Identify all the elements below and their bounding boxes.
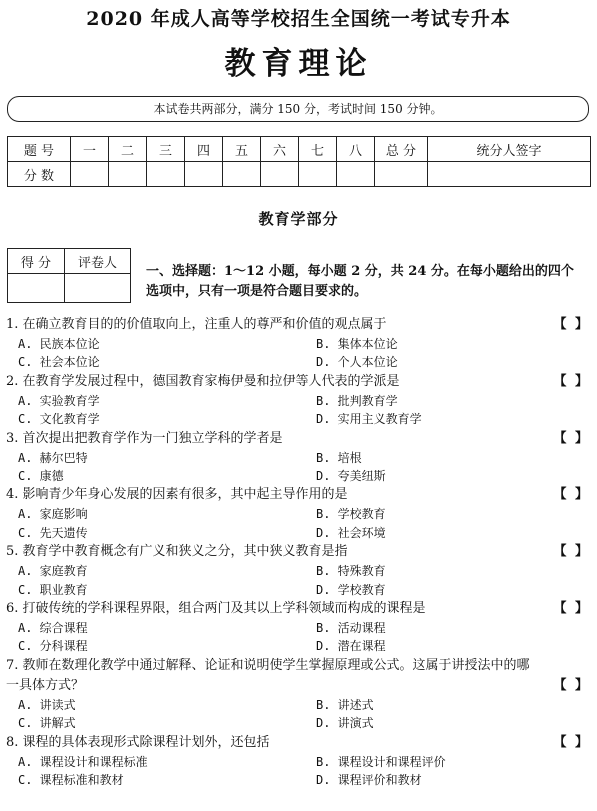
option-b[interactable]: B. 培根 xyxy=(316,450,362,465)
option-b[interactable]: B. 批判教育学 xyxy=(316,393,398,408)
score-box-label: 得 分 xyxy=(8,249,65,274)
question-text: 5. 教育学中教育概念有广义和狭义之分，其中狭义教育是指 xyxy=(6,544,348,560)
option-b[interactable]: B. 特殊教育 xyxy=(316,564,386,579)
option-b[interactable]: B. 集体本位论 xyxy=(316,337,398,351)
option-d[interactable]: D. 讲演式 xyxy=(316,716,374,731)
score-blank[interactable] xyxy=(71,162,109,187)
score-cell: 四 xyxy=(185,137,223,162)
answer-bracket[interactable]: 【 】 xyxy=(553,677,590,693)
option-d[interactable]: D. 潜在课程 xyxy=(316,639,386,654)
option-a[interactable]: A. 赫尔巴特 xyxy=(18,450,88,465)
option-a[interactable]: A. 实验教育学 xyxy=(18,393,100,408)
exam-notice: 本试卷共两部分，满分 150 分，考试时间 150 分钟。 xyxy=(7,96,589,122)
score-blank[interactable] xyxy=(147,162,185,187)
option-d[interactable]: D. 夸美纽斯 xyxy=(316,469,386,484)
option-c[interactable]: C. 康德 xyxy=(18,469,64,484)
score-table-header-row xyxy=(8,137,591,162)
grader-label: 评卷人 xyxy=(65,249,131,274)
score-box-blank[interactable] xyxy=(8,274,65,303)
answer-bracket[interactable]: 【 】 xyxy=(553,734,590,750)
option-a[interactable]: A. 民族本位论 xyxy=(18,337,100,351)
question-text: 4. 影响青少年身心发展的因素有很多，其中起主导作用的是 xyxy=(6,487,348,503)
score-blank[interactable] xyxy=(109,162,147,187)
option-b[interactable]: B. 活动课程 xyxy=(316,621,386,636)
question-item xyxy=(6,656,592,733)
score-cell: 八 xyxy=(337,137,375,162)
score-blank[interactable] xyxy=(223,162,261,187)
option-d[interactable]: D. 个人本位论 xyxy=(316,355,398,370)
option-a[interactable]: A. 课程设计和课程标准 xyxy=(18,754,148,769)
question-item xyxy=(6,429,592,486)
answer-bracket[interactable]: 【 】 xyxy=(553,317,590,332)
question-text: 6. 打破传统的学科课程界限，组合两门及其以上学科领域而构成的课程是 xyxy=(6,601,426,617)
answer-bracket[interactable]: 【 】 xyxy=(553,487,590,503)
option-a[interactable]: A. 家庭影响 xyxy=(18,507,88,522)
question-text: 2. 在教育学发展过程中，德国教育家梅伊曼和拉伊等人代表的学派是 xyxy=(6,373,400,389)
option-c[interactable]: C. 分科课程 xyxy=(18,639,88,654)
question-item xyxy=(6,733,592,790)
question-text: 7. 教师在数理化教学中通过解释、论证和说明使学生掌握原理或公式。这属于讲授法中的哪一具体方式？ xyxy=(6,657,530,693)
score-cell: 六 xyxy=(261,137,299,162)
question-text: 1. 在确立教育目的的价值取向上，注重人的尊严和价值的观点属于 xyxy=(6,317,387,332)
score-blank[interactable] xyxy=(337,162,375,187)
score-cell: 七 xyxy=(299,137,337,162)
score-table-value-row xyxy=(8,162,591,187)
section-score-box xyxy=(7,248,131,303)
answer-bracket[interactable]: 【 】 xyxy=(553,544,590,560)
answer-bracket[interactable]: 【 】 xyxy=(553,601,590,617)
option-c[interactable]: C. 课程标准和教材 xyxy=(18,773,124,788)
grader-blank[interactable] xyxy=(65,274,131,303)
question-item xyxy=(6,599,592,656)
option-c[interactable]: C. 先天遗传 xyxy=(18,525,88,540)
option-a[interactable]: A. 讲读式 xyxy=(18,697,76,712)
option-b[interactable]: B. 学校教育 xyxy=(316,507,386,522)
score-cell: 总 分 xyxy=(375,137,428,162)
option-c[interactable]: C. 社会本位论 xyxy=(18,355,100,370)
question-item xyxy=(6,542,592,599)
score-blank[interactable] xyxy=(428,162,591,187)
score-label: 分 数 xyxy=(8,162,71,187)
section-title: 教育学部分 xyxy=(258,210,339,228)
option-a[interactable]: A. 家庭教育 xyxy=(18,564,88,579)
score-cell: 一 xyxy=(71,137,109,162)
question-text: 8. 课程的具体表现形式除课程计划外，还包括 xyxy=(6,734,270,750)
score-cell: 统分人签字 xyxy=(428,137,591,162)
option-c[interactable]: C. 职业教育 xyxy=(18,582,88,597)
option-b[interactable]: B. 课程设计和课程评价 xyxy=(316,754,446,769)
score-blank[interactable] xyxy=(185,162,223,187)
score-cell: 五 xyxy=(223,137,261,162)
answer-bracket[interactable]: 【 】 xyxy=(553,373,590,389)
score-blank[interactable] xyxy=(261,162,299,187)
option-a[interactable]: A. 综合课程 xyxy=(18,621,88,636)
score-cell: 题 号 xyxy=(8,137,71,162)
question-item xyxy=(6,485,592,542)
exam-title: 2020 年成人高等学校招生全国统一考试专升本 xyxy=(86,8,511,30)
option-d[interactable]: D. 学校教育 xyxy=(316,582,386,597)
score-blank[interactable] xyxy=(375,162,428,187)
option-b[interactable]: B. 讲述式 xyxy=(316,697,374,712)
answer-bracket[interactable]: 【 】 xyxy=(553,430,590,446)
subject-title: 教育理论 xyxy=(224,46,373,82)
question-text: 3. 首次提出把教育学作为一门独立学科的学者是 xyxy=(6,430,283,446)
option-c[interactable]: C. 讲解式 xyxy=(18,716,76,731)
score-blank[interactable] xyxy=(299,162,337,187)
option-d[interactable]: D. 实用主义教育学 xyxy=(316,412,422,427)
question-list xyxy=(6,315,592,790)
score-table xyxy=(7,136,591,187)
question-item xyxy=(6,372,592,429)
section-instructions: 一、选择题：1～12 小题，每小题 2 分，共 24 分。在每小题给出的四个选项中，只有一项是符合题目要求的。 xyxy=(146,264,574,299)
option-d[interactable]: D. 社会环境 xyxy=(316,525,386,540)
score-cell: 二 xyxy=(109,137,147,162)
score-cell: 三 xyxy=(147,137,185,162)
question-item xyxy=(6,315,592,372)
option-d[interactable]: D. 课程评价和教材 xyxy=(316,773,422,788)
option-c[interactable]: C. 文化教育学 xyxy=(18,412,100,427)
